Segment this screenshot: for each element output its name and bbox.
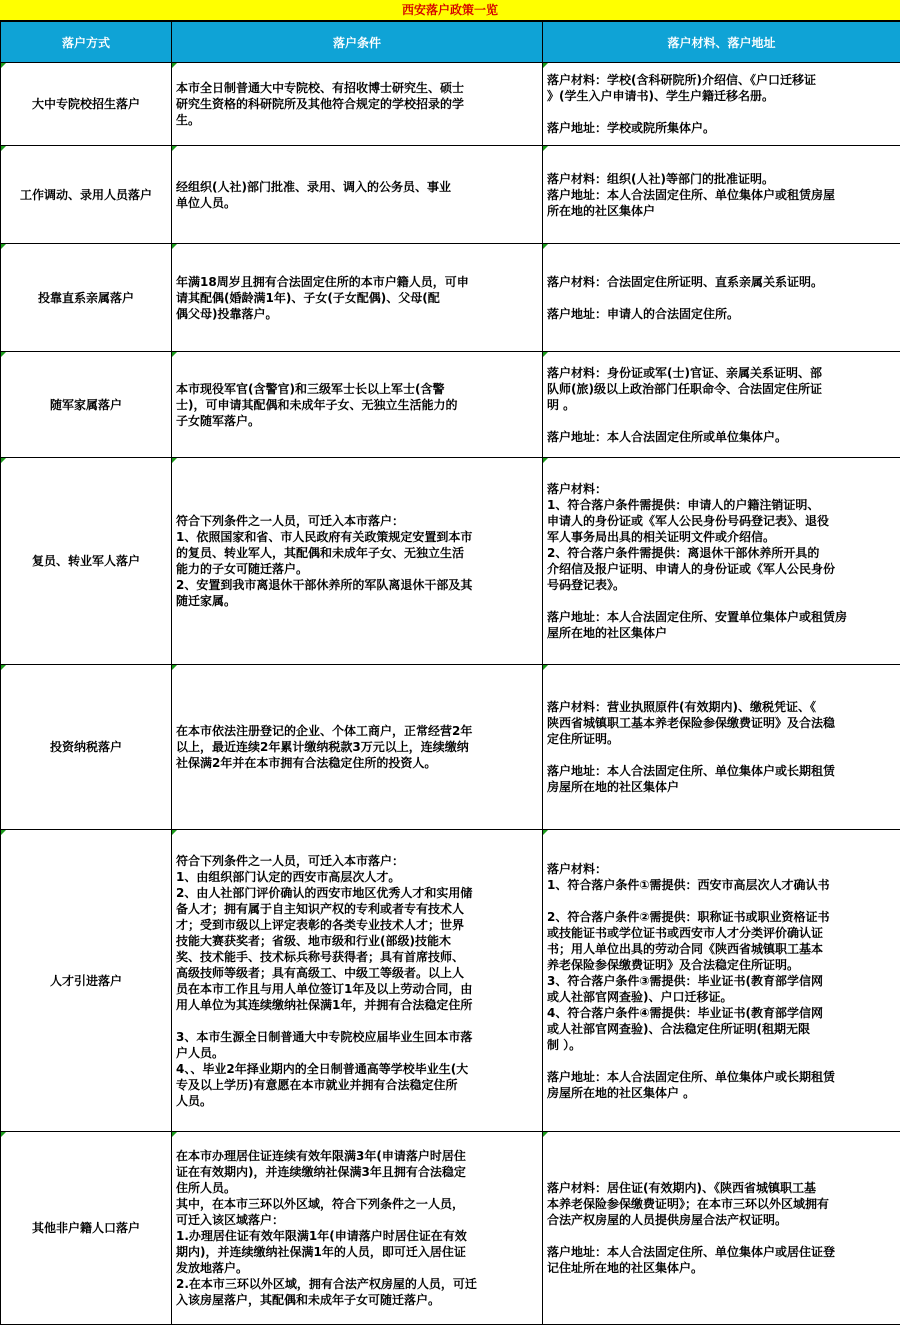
method-cell [1,830,172,1132]
conditions-line: 3、本市生源全日制普通大中专院校应届毕业生回本市落 [176,1029,538,1045]
materials-cell [543,63,900,146]
conditions-line: 经组织(人社)部门批准、录用、调入的公务员、事业 [176,179,538,195]
materials-cell [543,830,900,1132]
materials-line: 落户材料：合法固定住所证明、直系亲属关系证明。 [547,274,896,290]
conditions-line: 高级技师等级者；具有高级工、中级工等级者。以上人 [176,965,538,981]
cell-comment-marker [172,1132,177,1137]
method-cell [1,244,172,352]
conditions-line: 请其配偶(婚龄满1年)、子女(子女配偶)、父母(配 [176,290,538,306]
cell-comment-marker [172,63,177,68]
cell-comment-marker [172,830,177,835]
conditions-line: 以上，最近连续2年累计缴纳税款3万元以上，连续缴纳 [176,739,538,755]
conditions-line: 其中，在本市三环以外区域，符合下列条件之一人员， [176,1196,538,1212]
materials-line: 落户材料：营业执照原件(有效期内)、缴税凭证、《 [547,699,896,715]
header-materials: 落户材料、落户地址 [543,22,900,63]
conditions-line: 子女随军落户。 [176,413,538,429]
materials-line: 落户材料： [547,861,896,877]
materials-line: 号码登记表》。 [547,577,896,593]
conditions-line: 专及以上学历)有意愿在本市就业并拥有合法稳定住所 [176,1077,538,1093]
materials-line: 》(学生入户申请书)、学生户籍迁移名册。 [547,88,896,104]
materials-line: 书；用人单位出具的劳动合同《陕西省城镇职工基本 [547,941,896,957]
table-row [1,665,900,830]
method-label: 投资纳税落户 [50,740,122,754]
table-row [1,63,900,146]
materials-line: 或技能证书或学位证书或西安市人才分类评价确认证 [547,925,896,941]
materials-line: 落户地址：学校或院所集体户。 [547,120,896,136]
method-label: 大中专院校招生落户 [32,97,140,111]
materials-line: 1、符合落户条件①需提供：西安市高层次人才确认书 [547,877,896,893]
conditions-line: 的复员、转业军人，其配偶和未成年子女、无独立生活 [176,545,538,561]
materials-line: 介绍信及报户证明、申请人的身份证或《军人公民身份 [547,561,896,577]
method-cell [1,146,172,244]
method-cell [1,665,172,830]
conditions-line: 能力的子女可随迁落户。 [176,561,538,577]
materials-cell [543,458,900,665]
materials-line: 2、符合落户条件需提供：离退休干部休养所开具的 [547,545,896,561]
cell-comment-marker [1,665,6,670]
method-cell [1,458,172,665]
materials-line: 申请人的身份证或《军人公民身份号码登记表》、退役 [547,513,896,529]
conditions-line: 备人才；拥有属于自主知识产权的专利或者专有技术人 [176,901,538,917]
materials-line: 落户地址：本人合法固定住所、单位集体户或居住证登 [547,1244,896,1260]
cell-comment-marker [543,830,548,835]
materials-line: 合法产权房屋的人员提供房屋合法产权证明。 [547,1212,896,1228]
conditions-line: 户人员。 [176,1045,538,1061]
method-label: 随军家属落户 [50,398,122,412]
method-cell [1,63,172,146]
conditions-cell [172,244,543,352]
conditions-line: 在本市办理居住证连续有效年限满3年(申请落户时居住 [176,1148,538,1164]
table-row [1,830,900,1132]
cell-comment-marker [172,458,177,463]
conditions-cell [172,63,543,146]
cell-comment-marker [543,244,548,249]
conditions-line: 在本市依法注册登记的企业、个体工商户，正常经营2年 [176,723,538,739]
materials-line: 4、符合落户条件④需提供：毕业证书(教育部学信网 [547,1005,896,1021]
materials-line: 房屋所在地的社区集体户 [547,779,896,795]
materials-line: 或人社部官网查验)、户口迁移证。 [547,989,896,1005]
header-row [1,22,900,63]
materials-line: 落户地址：申请人的合法固定住所。 [547,306,896,322]
conditions-line: 可迁入该区域落户： [176,1212,538,1228]
conditions-line: 员在本市工作且与用人单位签订1年及以上劳动合同，由 [176,981,538,997]
method-label: 投靠直系亲属落户 [38,291,134,305]
conditions-line: 生。 [176,112,538,128]
cell-comment-marker [543,1132,548,1137]
conditions-line: 证在有效期内)，并连续缴纳社保满3年且拥有合法稳定 [176,1164,538,1180]
table-row [1,1132,900,1325]
table-row [1,458,900,665]
cell-comment-marker [172,146,177,151]
cell-comment-marker [1,830,6,835]
materials-cell [543,1132,900,1325]
materials-line: 落户地址：本人合法固定住所、单位集体户或租赁房屋 [547,187,896,203]
materials-line: 记住址所在地的社区集体户。 [547,1260,896,1276]
materials-line: 房屋所在地的社区集体户 。 [547,1085,896,1101]
materials-line: 制 ）。 [547,1037,896,1053]
conditions-line: 发放地落户。 [176,1260,538,1276]
conditions-cell [172,146,543,244]
cell-comment-marker [172,665,177,670]
cell-comment-marker [543,146,548,151]
conditions-line: 4、、毕业2年择业期内的全日制普通高等学校毕业生(大 [176,1061,538,1077]
method-cell [1,1132,172,1325]
materials-line: 明 。 [547,397,896,413]
sheet-title: 西安落户政策一览 [0,0,900,21]
conditions-line: 随迁家属。 [176,593,538,609]
cell-comment-marker [172,352,177,357]
header-conditions: 落户条件 [172,22,543,63]
materials-line: 落户地址：本人合法固定住所、安置单位集体户或租赁房 [547,609,896,625]
conditions-line: 才；受到市级以上评定表彰的各类专业技术人才；世界 [176,917,538,933]
conditions-line: 技能大赛获奖者；省级、地市级和行业(部级)技能木 [176,933,538,949]
materials-line [547,290,896,306]
materials-line: 所在地的社区集体户 [547,203,896,219]
conditions-cell [172,830,543,1132]
conditions-cell [172,665,543,830]
header-method: 落户方式 [1,22,172,63]
table-row [1,146,900,244]
materials-line: 落户材料： [547,481,896,497]
conditions-cell [172,458,543,665]
cell-comment-marker [1,352,6,357]
conditions-line: 用人单位为其连续缴纳社保满1年，并拥有合法稳定住所 [176,997,538,1013]
materials-line [547,1053,896,1069]
conditions-line: 2、安置到我市离退休干部休养所的军队离退休干部及其 [176,577,538,593]
table-body [1,63,900,1325]
conditions-cell [172,352,543,458]
conditions-line: 偶父母)投靠落户。 [176,306,538,322]
materials-line: 落户地址：本人合法固定住所或单位集体户。 [547,429,896,445]
method-label: 工作调动、录用人员落户 [20,188,152,202]
cell-comment-marker [1,1132,6,1137]
materials-line: 1、符合落户条件需提供：申请人的户籍注销证明、 [547,497,896,513]
materials-line [547,1228,896,1244]
materials-line: 落户材料：学校(含科研院所)介绍信、《户口迁移证 [547,72,896,88]
conditions-line: 单位人员。 [176,195,538,211]
conditions-line: 1.办理居住证有效年限满1年(申请落户时居住证在有效 [176,1228,538,1244]
materials-line: 本养老保险参保缴费证明》；在本市三环以外区域拥有 [547,1196,896,1212]
conditions-line: 年满18周岁且拥有合法固定住所的本市户籍人员，可申 [176,274,538,290]
materials-line: 落户材料：组织(人社)等部门的批准证明。 [547,171,896,187]
conditions-line: 2.在本市三环以外区域，拥有合法产权房屋的人员，可迁 [176,1276,538,1292]
conditions-line: 本市现役军官(含警官)和三级军士长以上军士(含警 [176,381,538,397]
cell-comment-marker [543,352,548,357]
materials-line: 队师(旅)级以上政治部门任职命令、合法固定住所证 [547,381,896,397]
materials-line: 军人事务局出具的相关证明文件或介绍信。 [547,529,896,545]
conditions-line: 2、由人社部门评价确认的西安市地区优秀人才和实用储 [176,885,538,901]
cell-comment-marker [1,63,6,68]
conditions-line: 期内)，并连续缴纳社保满1年的人员，即可迁入居住证 [176,1244,538,1260]
conditions-line: 1、由组织部门认定的西安市高层次人才。 [176,869,538,885]
materials-line: 落户地址：本人合法固定住所、单位集体户或长期租赁 [547,763,896,779]
policy-table [0,21,900,1325]
materials-line [547,747,896,763]
materials-line [547,104,896,120]
table-row [1,352,900,458]
cell-comment-marker [1,244,6,249]
materials-line: 落户材料：身份证或军(士)官证、亲属关系证明、部 [547,365,896,381]
materials-cell [543,665,900,830]
method-label: 其他非户籍人口落户 [32,1221,140,1235]
cell-comment-marker [172,244,177,249]
materials-line: 或人社部官网查验)、合法稳定住所证明(租期无限 [547,1021,896,1037]
materials-line: 屋所在地的社区集体户 [547,625,896,641]
cell-comment-marker [543,458,548,463]
conditions-line: 符合下列条件之一人员，可迁入本市落户： [176,853,538,869]
table-row [1,244,900,352]
method-cell [1,352,172,458]
materials-line [547,893,896,909]
conditions-cell [172,1132,543,1325]
cell-comment-marker [1,458,6,463]
materials-line: 养老保险参保缴费证明》及合法稳定住所证明。 [547,957,896,973]
conditions-line: 研究生资格的科研院所及其他符合规定的学校招录的学 [176,96,538,112]
conditions-line: 1、依照国家和省、市人民政府有关政策规定安置到本市 [176,529,538,545]
conditions-line: 本市全日制普通大中专院校、有招收博士研究生、硕士 [176,80,538,96]
materials-line [547,413,896,429]
conditions-line: 人员。 [176,1093,538,1109]
materials-line: 3、符合落户条件③需提供：毕业证书(教育部学信网 [547,973,896,989]
conditions-line: 士)，可申请其配偶和未成年子女、无独立生活能力的 [176,397,538,413]
conditions-line: 社保满2年并在本市拥有合法稳定住所的投资人。 [176,755,538,771]
cell-comment-marker [543,63,548,68]
conditions-line: 奖、技术能手、技术标兵称号获得者；具有首席技师、 [176,949,538,965]
cell-comment-marker [1,146,6,151]
materials-line: 陕西省城镇职工基本养老保险参保缴费证明》及合法稳 [547,715,896,731]
conditions-line: 入该房屋落户，其配偶和未成年子女可随迁落户。 [176,1292,538,1308]
method-label: 复员、转业军人落户 [32,554,140,568]
materials-cell [543,146,900,244]
materials-cell [543,244,900,352]
conditions-line: 符合下列条件之一人员，可迁入本市落户： [176,513,538,529]
method-label: 人才引进落户 [50,974,122,988]
conditions-line: 住所人员。 [176,1180,538,1196]
materials-line: 定住所证明。 [547,731,896,747]
materials-line: 落户材料：居住证(有效期内)、《陕西省城镇职工基 [547,1180,896,1196]
materials-cell [543,352,900,458]
cell-comment-marker [543,665,548,670]
materials-line: 落户地址：本人合法固定住所、单位集体户或长期租赁 [547,1069,896,1085]
materials-line [547,593,896,609]
materials-line: 2、符合落户条件②需提供：职称证书或职业资格证书 [547,909,896,925]
conditions-line [176,1013,538,1029]
